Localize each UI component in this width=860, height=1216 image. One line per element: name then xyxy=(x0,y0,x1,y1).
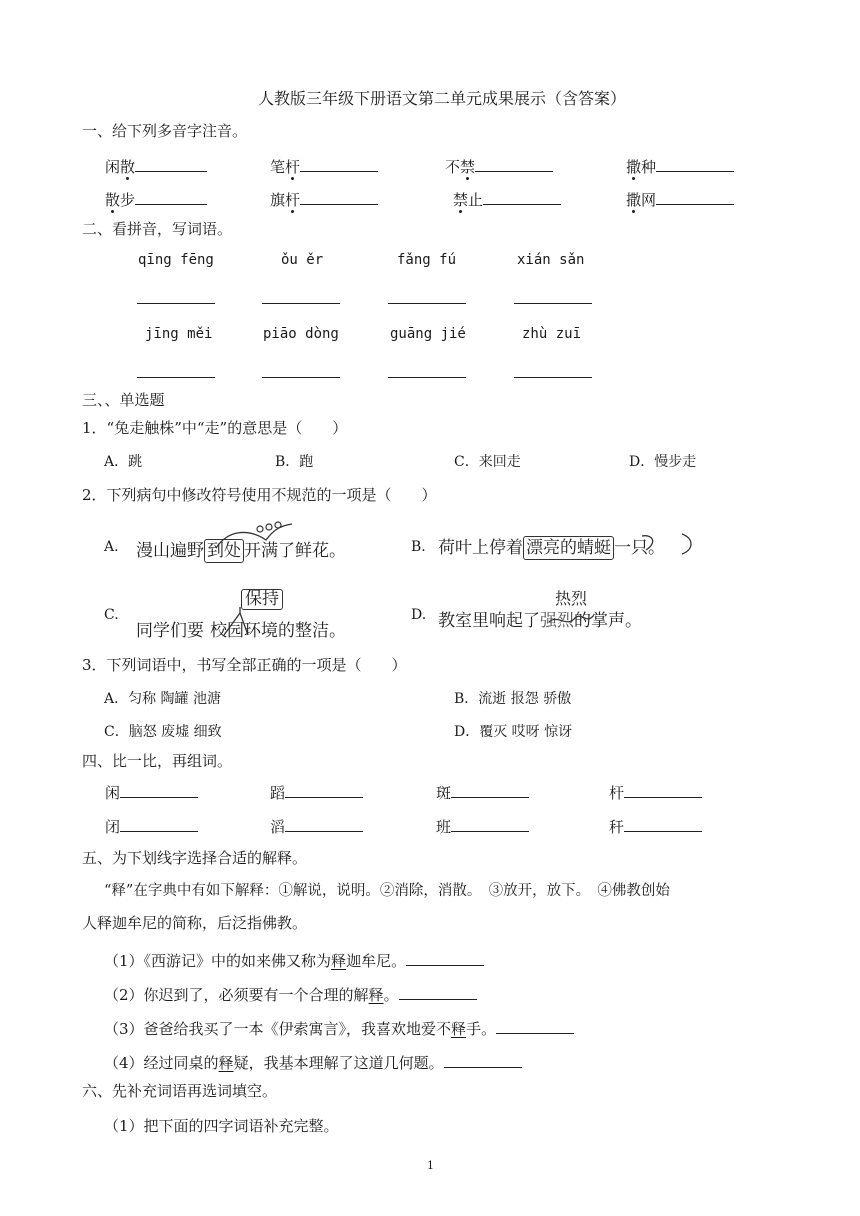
answer-blank[interactable] xyxy=(656,190,734,205)
answer-blank[interactable] xyxy=(444,1053,522,1068)
q2-option-d-sentence: 教室里响起了强烈的掌声。 xyxy=(438,611,642,631)
answer-blank[interactable] xyxy=(285,817,363,832)
answer-line[interactable] xyxy=(137,377,215,378)
pinyin-label: fǎng fú xyxy=(397,252,457,268)
answer-blank[interactable] xyxy=(399,985,477,1000)
compare-item: 滔 xyxy=(270,817,363,835)
q2-option-c-label[interactable]: C. xyxy=(104,607,119,623)
answer-blank[interactable] xyxy=(300,157,378,172)
compare-item: 斑 xyxy=(436,783,529,801)
replacement-word: 热烈 xyxy=(555,589,588,608)
definition-text-cont: 人释迦牟尼的简称，后泛指佛教。 xyxy=(82,914,308,932)
interpretation-item: （1）《西游记》中的如来佛又称为释迦牟尼。 xyxy=(104,951,484,969)
answer-blank[interactable] xyxy=(120,817,198,832)
interpretation-item: （2）你迟到了，必须要有一个合理的解释。 xyxy=(104,985,477,1003)
boxed-word: 漂亮的蜻蜓 xyxy=(523,536,614,560)
answer-blank[interactable] xyxy=(624,783,702,798)
answer-blank[interactable] xyxy=(285,783,363,798)
answer-blank[interactable] xyxy=(300,190,378,205)
answer-blank[interactable] xyxy=(656,157,734,172)
polyphone-item: 撒种 xyxy=(626,157,734,175)
q3-option-d[interactable]: D．覆灭 哎呀 惊讶 xyxy=(454,724,573,740)
section-2-heading: 二、看拼音，写词语。 xyxy=(82,220,233,238)
answer-blank[interactable] xyxy=(406,951,484,966)
boxed-word: 到处 xyxy=(204,539,244,563)
q2-option-a-label[interactable]: A. xyxy=(104,539,119,555)
question-3-stem: 3．下列词语中，书写全部正确的一项是（ ） xyxy=(82,656,407,674)
q2-option-b-sentence: 荷叶上停着 漂亮的蜻蜓 一只。 xyxy=(438,538,665,558)
q1-option-b[interactable]: B．跑 xyxy=(275,454,314,470)
question-1-stem: 1．“兔走触株”中“走”的意思是（ ） xyxy=(82,419,348,437)
compare-item: 闭 xyxy=(105,817,198,835)
q1-option-a[interactable]: A．跳 xyxy=(104,454,143,470)
q2-option-b-label[interactable]: B. xyxy=(411,539,426,555)
q3-option-a[interactable]: A．匀称 陶罐 池溏 xyxy=(104,691,222,707)
answer-blank[interactable] xyxy=(451,783,529,798)
interpretation-item: （3）爸爸给我买了一本《伊索寓言》，我喜欢地爱不释手。 xyxy=(104,1019,574,1037)
definition-text: “释”在字典中有如下解释：①解说，说明。②消除，消散。 ③放开，放下。 ④佛教创始 xyxy=(104,883,670,899)
pinyin-label: guāng jié xyxy=(390,326,466,342)
section-6-sub-1: （1）把下面的四字词语补充完整。 xyxy=(104,1117,339,1135)
q2-option-a-sentence: 漫山遍野 到处 开满了鲜花。 xyxy=(136,541,346,561)
polyphone-item: 笔杆 xyxy=(270,157,378,175)
section-5-heading: 五、为下划线字选择合适的解释。 xyxy=(82,849,308,867)
answer-blank[interactable] xyxy=(135,157,207,172)
pinyin-label: piāo dòng xyxy=(263,326,339,342)
answer-blank[interactable] xyxy=(624,817,702,832)
compare-item: 杆 xyxy=(609,783,702,801)
polyphone-item: 散步 xyxy=(105,190,207,208)
struck-word: 强烈 xyxy=(540,611,574,631)
pinyin-label: xián sǎn xyxy=(517,252,585,268)
answer-blank[interactable] xyxy=(483,190,561,205)
pinyin-label: qīng fēng xyxy=(138,252,214,268)
compare-item: 闲 xyxy=(105,783,198,801)
answer-line[interactable] xyxy=(388,377,466,378)
answer-line[interactable] xyxy=(388,303,466,304)
answer-blank[interactable] xyxy=(135,190,207,205)
compare-item: 蹈 xyxy=(270,783,363,801)
answer-blank[interactable] xyxy=(451,817,529,832)
insert-word: 保持 xyxy=(241,589,283,610)
strike-mark-icon xyxy=(545,610,595,630)
polyphone-item: 禁止 xyxy=(453,190,561,208)
section-1-heading: 一、给下列多音字注音。 xyxy=(82,122,248,140)
answer-line[interactable] xyxy=(514,377,592,378)
section-6-heading: 六、先补充词语再选词填空。 xyxy=(82,1082,278,1100)
answer-blank[interactable] xyxy=(496,1019,574,1034)
pinyin-label: zhù zuī xyxy=(522,326,582,342)
polyphone-item: 旗杆 xyxy=(270,190,378,208)
answer-line[interactable] xyxy=(514,303,592,304)
transpose-mark-icon xyxy=(638,532,698,556)
section-3-heading: 三、、单选题 xyxy=(82,391,165,409)
page-title: 人教版三年级下册语文第二单元成果展示（含答案） xyxy=(258,89,627,108)
question-2-stem: 2．下列病句中修改符号使用不规范的一项是（ ） xyxy=(82,486,437,504)
page-number: 1 xyxy=(427,1159,434,1172)
answer-blank[interactable] xyxy=(120,783,198,798)
q1-option-c[interactable]: C．来回走 xyxy=(454,454,521,470)
q2-option-c-sentence: 同学们要 校园环境的整洁。 xyxy=(136,621,346,641)
answer-blank[interactable] xyxy=(475,157,553,172)
pinyin-label: ǒu ěr xyxy=(281,252,324,268)
compare-item: 秆 xyxy=(609,817,702,835)
polyphone-item: 不禁 xyxy=(445,157,553,175)
section-4-heading: 四、比一比，再组词。 xyxy=(82,752,233,770)
compare-item: 班 xyxy=(436,817,529,835)
answer-line[interactable] xyxy=(137,303,215,304)
q2-option-d-label[interactable]: D. xyxy=(411,607,427,623)
answer-line[interactable] xyxy=(262,377,340,378)
answer-line[interactable] xyxy=(262,303,340,304)
q1-option-d[interactable]: D．慢步走 xyxy=(629,454,697,470)
transpose-mark-icon xyxy=(208,520,298,550)
polyphone-item: 闲散 xyxy=(105,157,207,175)
q3-option-b[interactable]: B．流逝 报怨 骄傲 xyxy=(454,691,572,707)
pinyin-label: jīng měi xyxy=(145,326,213,342)
interpretation-item: （4）经过同桌的释疑，我基本理解了这道几何题。 xyxy=(104,1053,522,1071)
polyphone-item: 撒网 xyxy=(626,190,734,208)
q3-option-c[interactable]: C．脑怒 废墟 细致 xyxy=(104,724,222,740)
